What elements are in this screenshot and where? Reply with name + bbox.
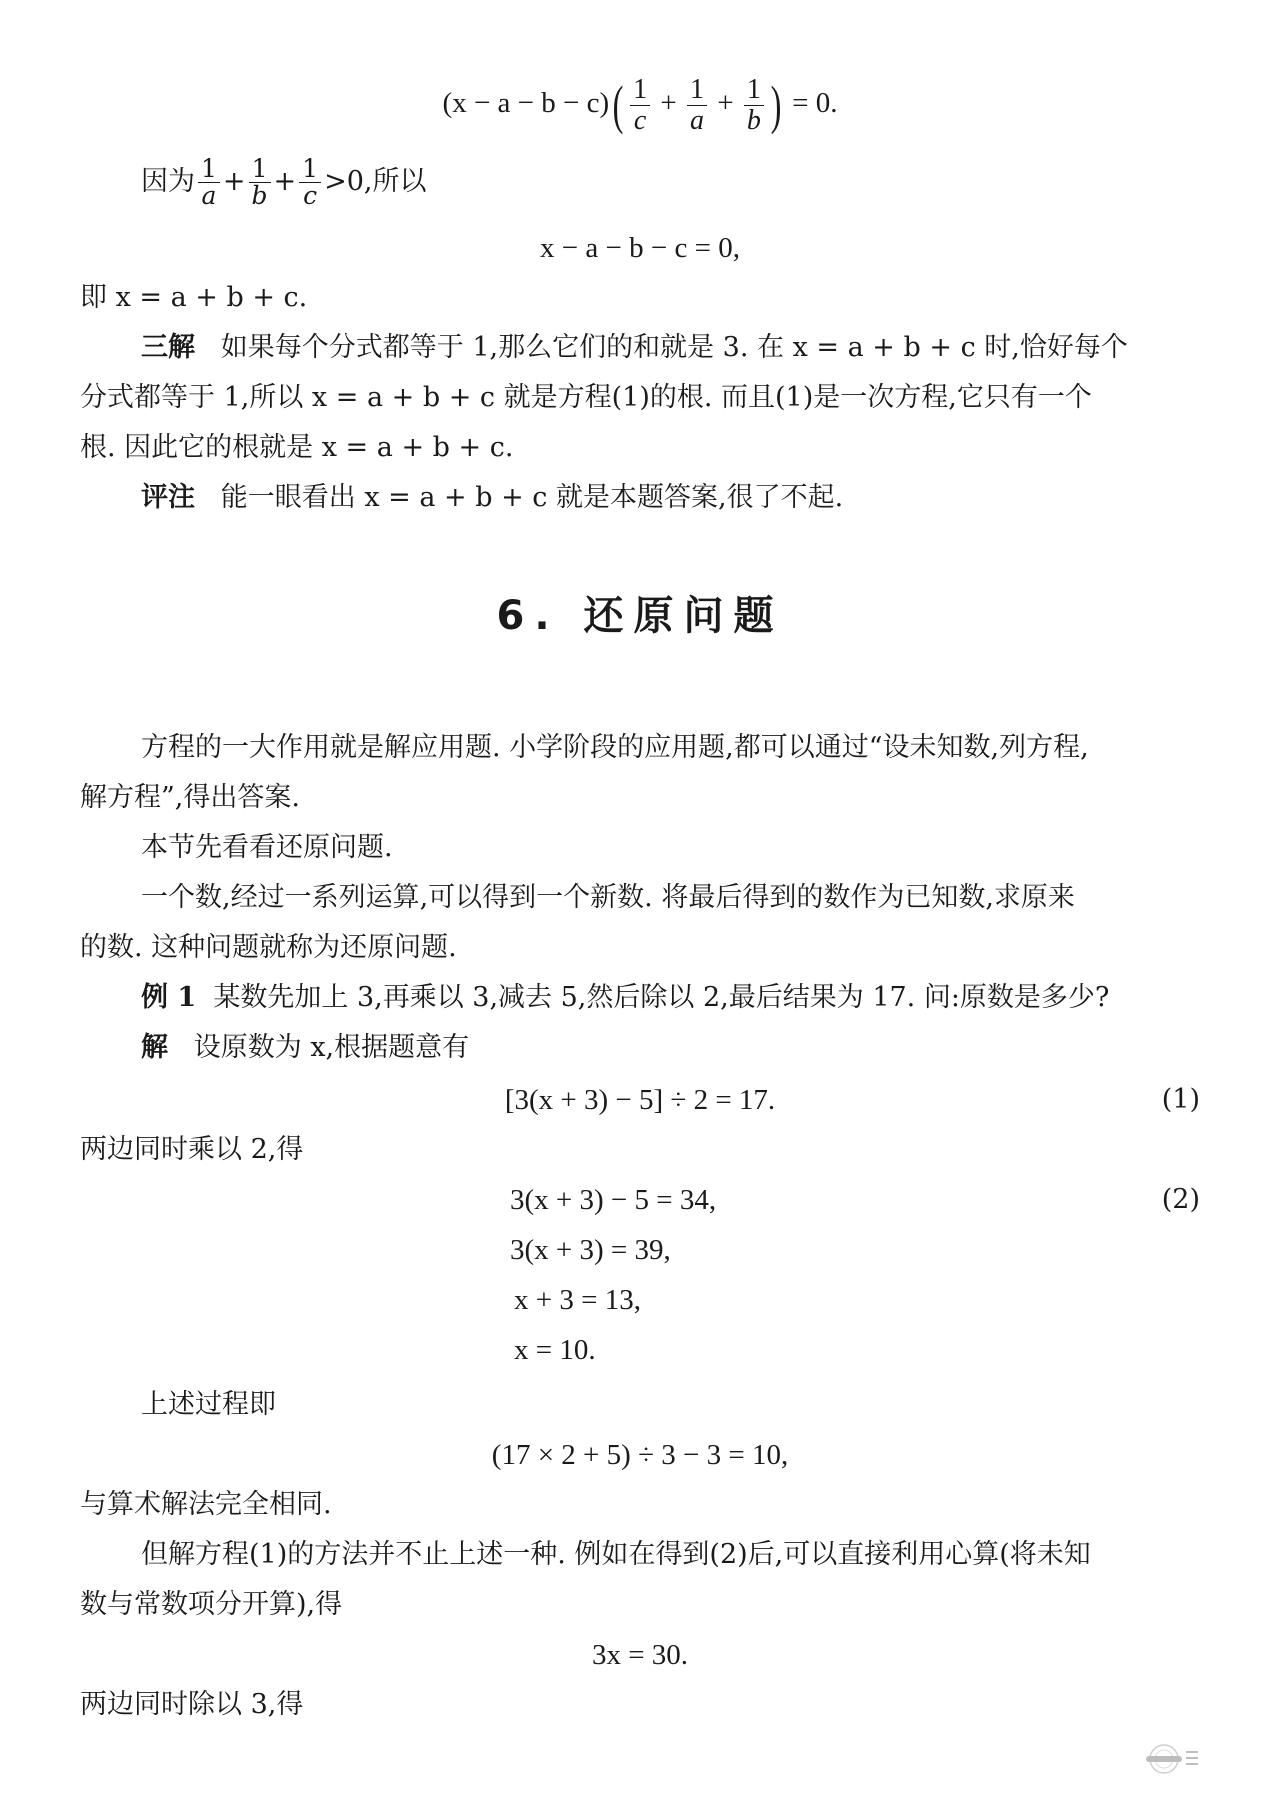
therefore-line: 即 x = a + b + c. (80, 282, 308, 313)
denominator: c (299, 182, 321, 209)
equation-2: 3(x + 3) − 5 = 34, (510, 1184, 717, 1216)
plus-sign: + (222, 166, 246, 197)
intro-line2: 解方程”,得出答案. (80, 782, 300, 813)
same-line: 与算术解法完全相同. (80, 1489, 332, 1520)
equation-7: 3x = 30. (591, 1639, 689, 1671)
top-eq-left: (x − a − b − c) (442, 87, 610, 119)
plus-sign: + (273, 166, 297, 197)
process-line: 上述过程即 (141, 1389, 276, 1420)
both-times-line: 两边同时乘以 2,得 (80, 1134, 304, 1165)
intro-line1: 方程的一大作用就是解应用题. 小学阶段的应用题,都可以通过“设未知数,列方程, (141, 732, 1089, 763)
comment-text: 能一眼看出 x = a + b + c 就是本题答案,很了不起. (220, 482, 844, 513)
fraction-1-over-b (744, 75, 764, 135)
because-prefix: 因为 (141, 166, 195, 197)
example1-text: 某数先加上 3,再乘以 3,减去 5,然后除以 2,最后结果为 17. 问:原数是多少? (213, 982, 1110, 1013)
fraction-1-over-c (630, 75, 650, 135)
numerator: 1 (746, 74, 761, 106)
denominator: a (198, 182, 220, 209)
solution3-line1 (141, 328, 1200, 368)
numerator: 1 (302, 153, 319, 183)
solution-label: 解 (141, 1032, 168, 1063)
comment-line (141, 478, 1200, 518)
example1-line (141, 978, 1200, 1018)
denominator: a (687, 105, 707, 135)
left-paren: ( (612, 75, 624, 136)
equation-3: 3(x + 3) = 39, (510, 1234, 671, 1266)
fraction-1-over-a (687, 75, 707, 135)
equation-equals-zero: x − a − b − c = 0, (540, 232, 740, 264)
solution3-label: 三解 (141, 332, 195, 363)
intro-line4: 一个数,经过一系列运算,可以得到一个新数. 将最后得到的数作为已知数,求原来 (141, 882, 1075, 913)
numerator: 1 (690, 74, 704, 106)
comment-label: 评注 (141, 482, 195, 513)
top-eq-right: = 0. (792, 87, 838, 119)
solution-text: 设原数为 x,根据题意有 (193, 1032, 470, 1063)
solution3-line3: 根. 因此它的根就是 x = a + b + c. (80, 432, 514, 463)
denominator: b (249, 182, 271, 209)
watermark-logo-icon (1140, 1742, 1200, 1776)
equation-2-number: (2) (1161, 1184, 1200, 1215)
plus-sign: + (717, 87, 734, 119)
numerator: 1 (633, 74, 648, 106)
fraction-1-over-b (249, 153, 271, 210)
solution3-line2: 分式都等于 1,所以 x = a + b + c 就是方程(1)的根. 而且(1)是一次方程,它只有一个 (80, 382, 1092, 413)
equation-1-number: (1) (1161, 1084, 1200, 1115)
because-line (141, 152, 1200, 212)
example1-label: 例 1 (141, 982, 197, 1013)
top-equation (0, 68, 1280, 138)
equation-4: x + 3 = 13, (514, 1284, 641, 1316)
equation-6: (17 × 2 + 5) ÷ 3 − 3 = 10, (491, 1439, 789, 1471)
section-title: 6. 还原问题 (496, 593, 784, 639)
denominator: b (744, 105, 764, 135)
but-line2: 数与常数项分开算),得 (80, 1589, 343, 1620)
intro-line3: 本节先看看还原问题. (141, 832, 393, 863)
denominator: c (630, 105, 650, 135)
right-paren: ) (770, 75, 782, 136)
fraction-1-over-c (299, 153, 321, 210)
equation-1: [3(x + 3) − 5] ÷ 2 = 17. (504, 1084, 776, 1116)
numerator: 1 (201, 153, 217, 183)
plus-sign: + (660, 87, 677, 119)
numerator: 1 (251, 153, 268, 183)
solution3-text: 如果每个分式都等于 1,那么它们的和就是 3. 在 x = a + b + c 时,恰好每个 (220, 332, 1128, 363)
but-line1: 但解方程(1)的方法并不止上述一种. 例如在得到(2)后,可以直接利用心算(将未知 (141, 1539, 1091, 1570)
intro-line5: 的数. 这种问题就称为还原问题. (80, 932, 457, 963)
equation-5: x = 10. (514, 1334, 596, 1366)
fraction-1-over-a (198, 153, 220, 210)
because-suffix: >0,所以 (324, 166, 427, 197)
solution-line (141, 1028, 1200, 1068)
both-divide-line: 两边同时除以 3,得 (80, 1689, 304, 1720)
